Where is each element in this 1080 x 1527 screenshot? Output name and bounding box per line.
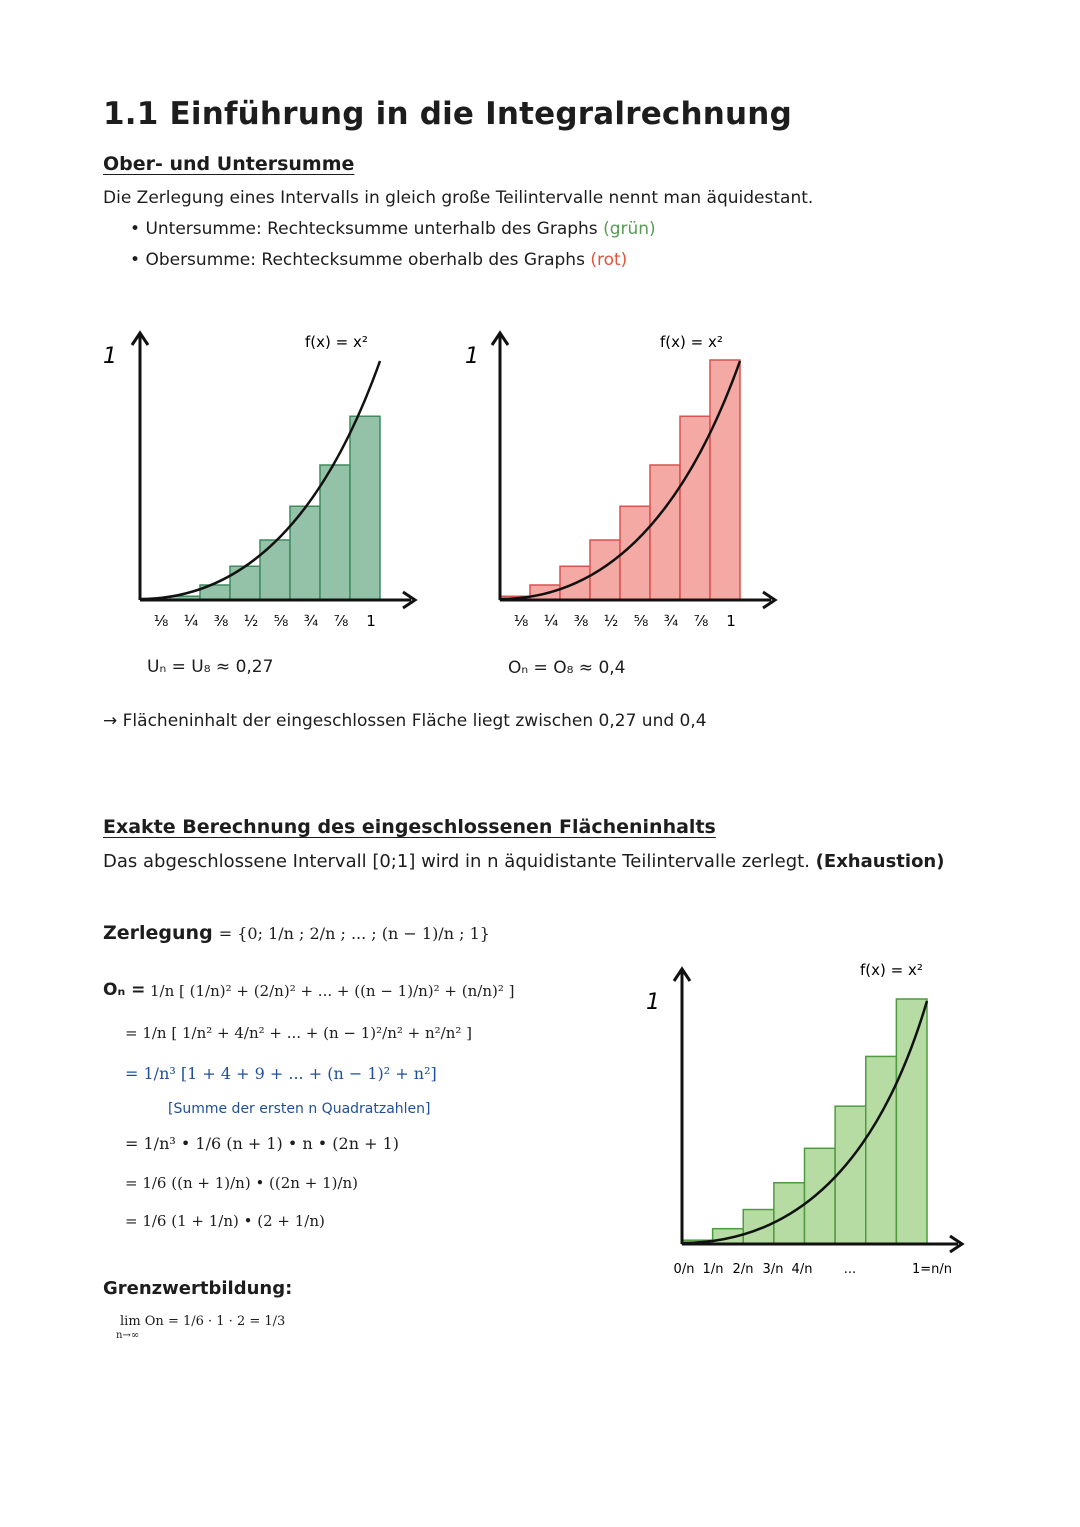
- function-label: f(x) = x²: [860, 961, 923, 979]
- tick-label: 1: [366, 612, 376, 630]
- obersumme-graph: [455, 325, 785, 635]
- function-label: f(x) = x²: [305, 333, 368, 351]
- tick-label: ¾: [663, 612, 679, 630]
- tick-label: ½: [603, 612, 619, 630]
- tick-label: ⅝: [633, 612, 649, 630]
- zerlegung-line: [103, 922, 490, 944]
- tick-label: ⅜: [573, 612, 589, 630]
- tick-label: ⅞: [693, 612, 709, 630]
- limit-subscript: n→∞: [116, 1330, 140, 1341]
- tick-label: ...: [843, 1262, 857, 1277]
- tick-label: 1: [726, 612, 736, 630]
- tick-label: ¾: [303, 612, 319, 630]
- formula-line-1: 1/n [ (1/n)² + (2/n)² + ... + ((n − 1)/n)² + (n/n)² ]: [150, 982, 515, 1000]
- intro-bold: (Exhaustion): [815, 851, 945, 872]
- obersumme-rect: [710, 360, 740, 600]
- untersumme-rect: [230, 566, 260, 600]
- tick-label: 0/n: [673, 1262, 695, 1277]
- y-label: 1: [465, 344, 479, 369]
- zerlegung-label: Zerlegung: [103, 922, 213, 944]
- formula-line-2: = 1/n [ 1/n² + 4/n² + ... + (n − 1)²/n² + n²/n² ]: [125, 1024, 473, 1042]
- on-label-text: Oₙ =: [103, 980, 146, 1000]
- section-heading-ober-untersumme: Ober- und Untersumme: [103, 153, 355, 175]
- section2-intro: [103, 851, 944, 872]
- obersumme-n-rect: [805, 1148, 836, 1244]
- tick-label: 3/n: [762, 1262, 784, 1277]
- grenzwert-heading: Grenzwertbildung:: [103, 1278, 293, 1299]
- untersumme-rect: [320, 465, 350, 600]
- obersumme-n-rect: [896, 999, 927, 1244]
- tick-label: ⅜: [213, 612, 229, 630]
- y-label: 1: [103, 344, 117, 369]
- obersumme-n-graph: [640, 955, 970, 1300]
- obersumme-rect: [650, 465, 680, 600]
- obersumme-n-rect: [866, 1056, 897, 1244]
- tick-label: 1=n/n: [911, 1262, 953, 1277]
- formula-note: [Summe der ersten n Quadratzahlen]: [168, 1101, 431, 1117]
- on-label: [103, 980, 145, 1000]
- obersumme-rect: [590, 540, 620, 600]
- zerlegung-formula: = {0; 1/n ; 2/n ; ... ; (n − 1)/n ; 1}: [218, 924, 490, 943]
- conclusion-text: → Flächeninhalt der eingeschlossen Fläche liegt zwischen 0,27 und 0,4: [103, 711, 707, 731]
- tick-label: 2/n: [732, 1262, 754, 1277]
- y-label: 1: [646, 990, 660, 1015]
- section-heading-exakte-berechnung: Exakte Berechnung des eingeschlossenen Flächeninhalts: [103, 816, 716, 838]
- untersumme-rect: [260, 540, 290, 600]
- formula-line-3: = 1/n³ [1 + 4 + 9 + ... + (n − 1)² + n²]: [125, 1064, 437, 1083]
- formula-line-5: = 1/6 ((n + 1)/n) • ((2n + 1)/n): [125, 1174, 359, 1192]
- obersumme-result: Oₙ = O₈ ≈ 0,4: [508, 658, 626, 678]
- bullet-text: Obersumme: Rechtecksumme oberhalb des Graphs: [145, 250, 591, 270]
- section-intro: Die Zerlegung eines Intervalls in gleich große Teilintervalle nennt man äquidestant.: [103, 188, 814, 208]
- untersumme-rect: [350, 416, 380, 600]
- tick-label: ⅛: [153, 612, 169, 630]
- formula-line-4: = 1/n³ • 1/6 (n + 1) • n • (2n + 1): [125, 1134, 400, 1153]
- formula-line-6: = 1/6 (1 + 1/n) • (2 + 1/n): [125, 1212, 325, 1230]
- tick-label: ¼: [183, 612, 199, 630]
- tick-label: ⅝: [273, 612, 289, 630]
- bullet-untersumme: • Untersumme: Rechtecksumme unterhalb des Graphs (grün): [130, 219, 656, 239]
- obersumme-n-rect: [835, 1106, 866, 1244]
- tick-label: 1/n: [702, 1262, 724, 1277]
- untersumme-result: Uₙ = U₈ ≈ 0,27: [147, 657, 274, 677]
- tick-label: ⅛: [513, 612, 529, 630]
- intro-text: Das abgeschlossene Intervall [0;1] wird in n äquidistante Teilintervalle zerlegt.: [103, 851, 816, 872]
- function-label: f(x) = x²: [660, 333, 723, 351]
- limit-formula: lim On = 1/6 · 1 · 2 = 1/3: [120, 1314, 286, 1329]
- tick-label: 4/n: [791, 1262, 813, 1277]
- obersumme-n-rect: [743, 1210, 774, 1244]
- bullet-obersumme: • Obersumme: Rechtecksumme oberhalb des Graphs (rot): [130, 250, 628, 270]
- untersumme-graph: [95, 325, 425, 635]
- tick-label: ⅞: [333, 612, 349, 630]
- tick-label: ¼: [543, 612, 559, 630]
- page-title: 1.1 Einführung in die Integralrechnung: [103, 96, 792, 132]
- tick-label: ½: [243, 612, 259, 630]
- bullet-text: Untersumme: Rechtecksumme unterhalb des Graphs: [145, 219, 604, 239]
- bullet-note-rot: (rot): [590, 250, 628, 270]
- bullet-note-gruen: (grün): [603, 219, 656, 239]
